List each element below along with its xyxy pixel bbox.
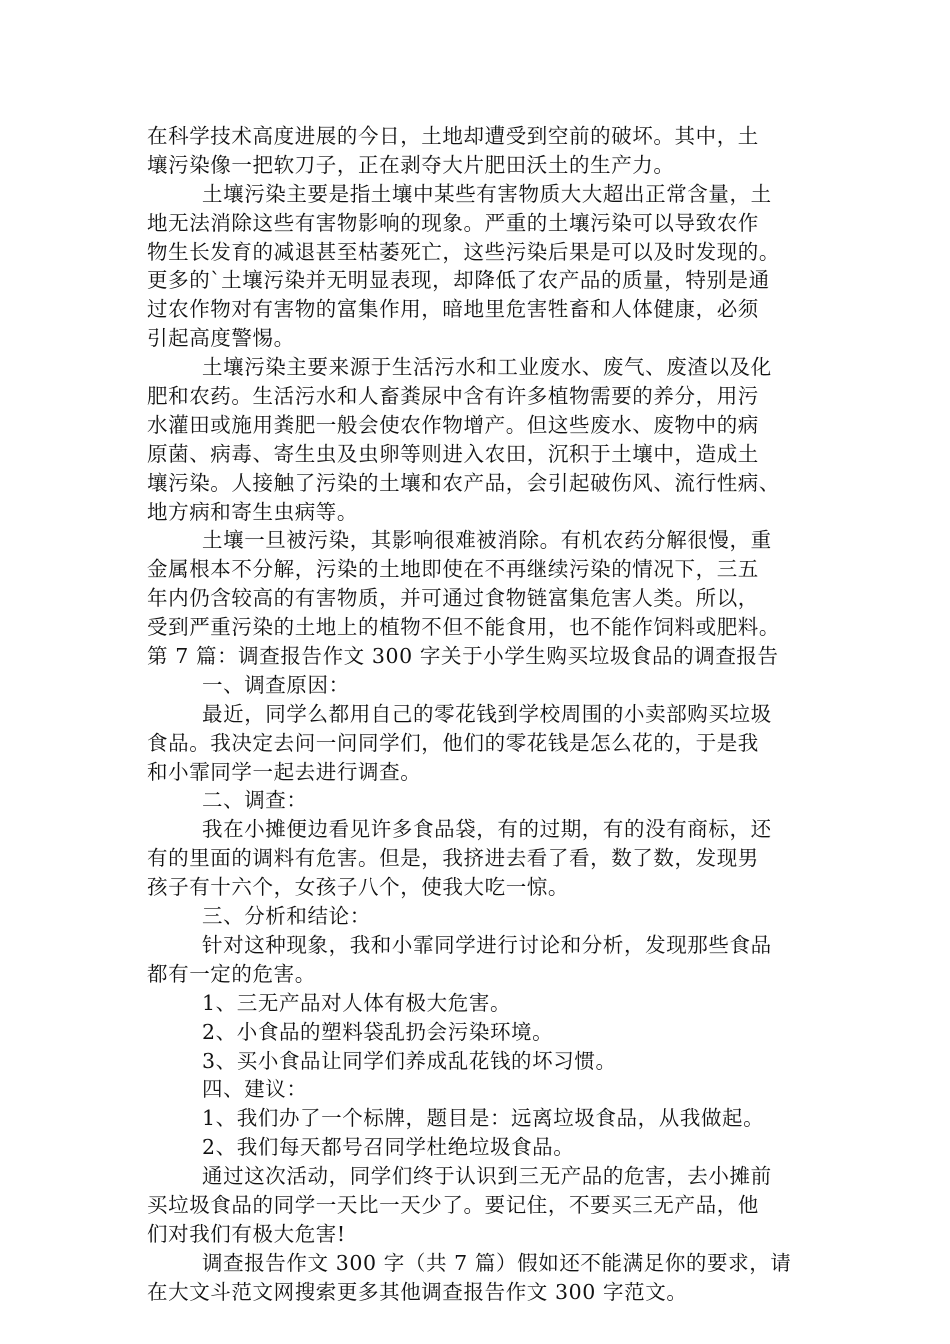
text-line: 1、我们办了一个标牌，题目是：远离垃圾食品，从我做起。	[202, 1106, 765, 1131]
text-line: 针对这种现象，我和小霏同学进行讨论和分析，发现那些食品	[202, 932, 772, 957]
text-line: 在大文斗范文网搜索更多其他调查报告作文 300 字范文。	[147, 1279, 688, 1304]
text-line: 2、我们每天都号召同学杜绝垃圾食品。	[202, 1135, 575, 1160]
text-line: 最近，同学么都用自己的零花钱到学校周围的小卖部购买垃圾	[202, 701, 772, 726]
text-line: 物生长发育的减退甚至枯萎死亡，这些污染后果是可以及时发现的。	[147, 239, 780, 264]
text-line: 二、调查：	[202, 788, 308, 813]
text-line: 年内仍含较高的有害物质，并可通过食物链富集危害人类。所以，	[147, 586, 759, 611]
text-line: 引起高度警惕。	[147, 326, 295, 351]
text-line: 土壤污染主要是指土壤中某些有害物质大大超出正常含量，土	[202, 181, 772, 206]
text-line: 原菌、病毒、寄生虫及虫卵等则进入农田，沉积于土壤中，造成土	[147, 441, 759, 466]
text-line: 一、调查原因：	[202, 672, 350, 697]
text-line: 三、分析和结论：	[202, 904, 371, 929]
text-line: 土壤一旦被污染，其影响很难被消除。有机农药分解很慢，重	[202, 528, 772, 553]
text-line: 调查报告作文 300 字（共 7 篇）假如还不能满足你的要求，请	[202, 1250, 792, 1275]
text-line: 地无法消除这些有害物影响的现象。严重的土壤污染可以导致农作	[147, 210, 759, 235]
text-line: 食品。我决定去问一问同学们，他们的零花钱是怎么花的，于是我	[147, 730, 759, 755]
text-line: 1、三无产品对人体有极大危害。	[202, 990, 512, 1015]
text-line: 有的里面的调料有危害。但是，我挤进去看了看，数了数，发现男	[147, 846, 759, 871]
text-line: 地方病和寄生虫病等。	[147, 499, 358, 524]
text-line: 水灌田或施用粪肥一般会使农作物增产。但这些废水、废物中的病	[147, 412, 759, 437]
text-line: 过农作物对有害物的富集作用，暗地里危害牲畜和人体健康，必须	[147, 297, 759, 322]
text-line: 肥和农药。生活污水和人畜粪尿中含有许多植物需要的养分，用污	[147, 384, 759, 409]
text-line: 们对我们有极大危害!	[147, 1221, 346, 1246]
text-line: 在科学技术高度进展的今日，土地却遭受到空前的破坏。其中，土	[147, 124, 759, 148]
text-line: 第 7 篇：调查报告作文 300 字关于小学生购买垃圾食品的调查报告	[147, 644, 779, 669]
text-line: 和小霏同学一起去进行调查。	[147, 759, 422, 784]
text-line: 更多的`土壤污染并无明显表现，却降低了农产品的质量，特别是通	[147, 268, 770, 293]
text-line: 买垃圾食品的同学一天比一天少了。要记住，不要买三无产品，他	[147, 1192, 759, 1217]
text-line: 2、小食品的塑料袋乱扔会污染环境。	[202, 1019, 554, 1044]
text-line: 都有一定的危害。	[147, 961, 316, 986]
text-line: 壤污染。人接触了污染的土壤和农产品，会引起破伤风、流行性病、	[147, 470, 780, 495]
text-line: 孩子有十六个，女孩子八个，使我大吃一惊。	[147, 875, 569, 900]
document-page	[147, 122, 837, 1307]
text-line: 四、建议：	[202, 1077, 308, 1102]
text-line: 土壤污染主要来源于生活污水和工业废水、废气、废渣以及化	[202, 355, 772, 380]
document-body	[147, 122, 837, 1307]
text-line: 金属根本不分解，污染的土地即使在不再继续污染的情况下，三五	[147, 557, 759, 582]
text-line: 壤污染像一把软刀子，正在剥夺大片肥田沃土的生产力。	[147, 152, 675, 177]
text-line: 3、买小食品让同学们养成乱花钱的坏习惯。	[202, 1048, 617, 1073]
text-line: 受到严重污染的土地上的植物不但不能食用，也不能作饲料或肥料。	[147, 615, 780, 640]
text-line: 通过这次活动，同学们终于认识到三无产品的危害，去小摊前	[202, 1164, 772, 1189]
text-line: 我在小摊便边看见许多食品袋，有的过期，有的没有商标，还	[202, 817, 772, 842]
